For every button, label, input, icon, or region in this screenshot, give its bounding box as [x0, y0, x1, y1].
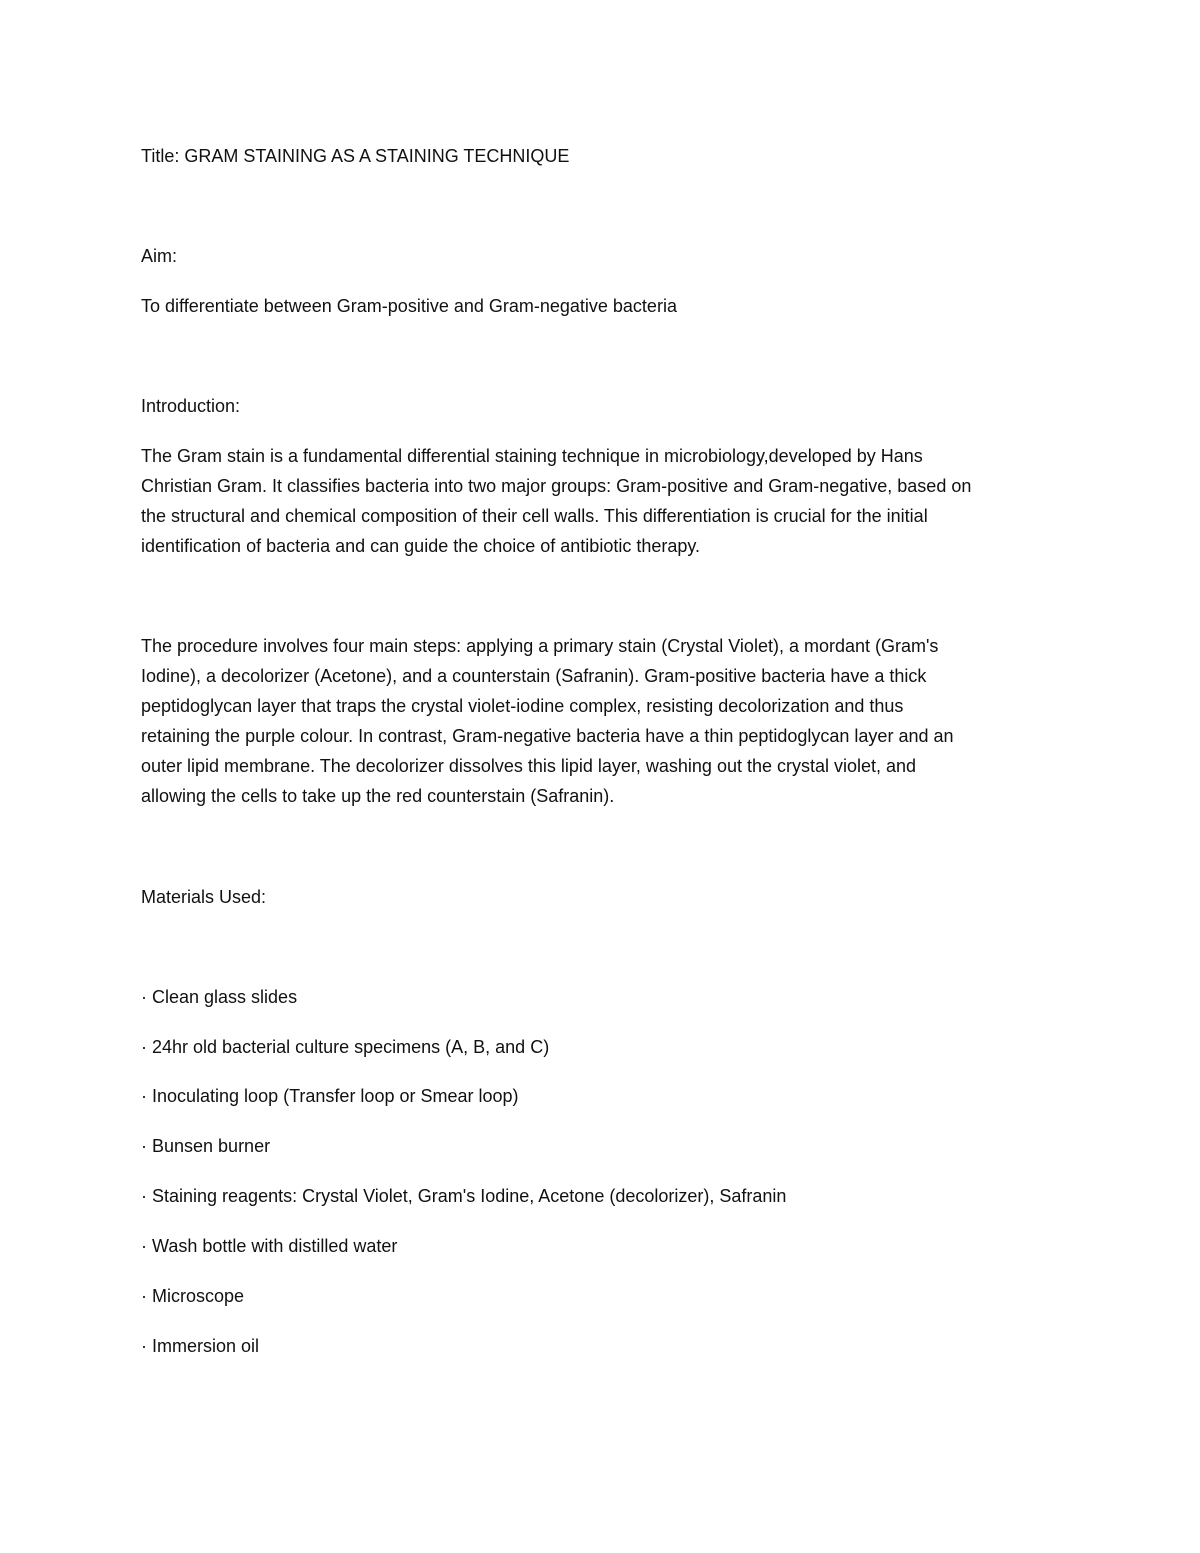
introduction-paragraph-2 [141, 631, 1071, 811]
paragraph-line: allowing the cells to take up the red counterstain (Safranin). [141, 786, 615, 806]
materials-item: · Wash bottle with distilled water [141, 1236, 398, 1256]
materials-item: · 24hr old bacterial culture specimens (A, B, and C) [141, 1037, 550, 1057]
introduction-heading: Introduction: [141, 396, 241, 416]
materials-item: · Inoculating loop (Transfer loop or Smear loop) [141, 1086, 519, 1106]
introduction-paragraph-1 [141, 441, 1071, 561]
materials-item: · Clean glass slides [141, 987, 298, 1007]
materials-item: · Immersion oil [141, 1336, 260, 1356]
paragraph-line: retaining the purple colour. In contrast, Gram-negative bacteria have a thin peptidoglycan layer and an [141, 726, 954, 746]
materials-item: · Microscope [141, 1286, 245, 1306]
paragraph-line: The Gram stain is a fundamental differential staining technique in microbiology,developed by Hans [141, 446, 923, 466]
paragraph-line: peptidoglycan layer that traps the crystal violet-iodine complex, resisting decolorization and thus [141, 696, 904, 716]
paragraph-line: outer lipid membrane. The decolorizer dissolves this lipid layer, washing out the crystal violet, and [141, 756, 917, 776]
materials-item: · Staining reagents: Crystal Violet, Gram's Iodine, Acetone (decolorizer), Safranin [141, 1186, 787, 1206]
document-title: Title: GRAM STAINING AS A STAINING TECHNIQUE [141, 146, 570, 166]
paragraph-line: the structural and chemical composition of their cell walls. This differentiation is crucial for the initial [141, 506, 928, 526]
paragraph-line: Iodine), a decolorizer (Acetone), and a counterstain (Safranin). Gram-positive bacteria have a thick [141, 666, 927, 686]
paragraph-line: Christian Gram. It classifies bacteria into two major groups: Gram-positive and Gram-negative, based on [141, 476, 972, 496]
paragraph-line: identification of bacteria and can guide the choice of antibiotic therapy. [141, 536, 701, 556]
paragraph-line: The procedure involves four main steps: applying a primary stain (Crystal Violet), a mordant (Gram's [141, 636, 939, 656]
materials-item: · Bunsen burner [141, 1136, 271, 1156]
aim-heading: Aim: [141, 246, 177, 266]
materials-heading: Materials Used: [141, 887, 267, 907]
aim-text: To differentiate between Gram-positive and Gram-negative bacteria [141, 296, 677, 316]
